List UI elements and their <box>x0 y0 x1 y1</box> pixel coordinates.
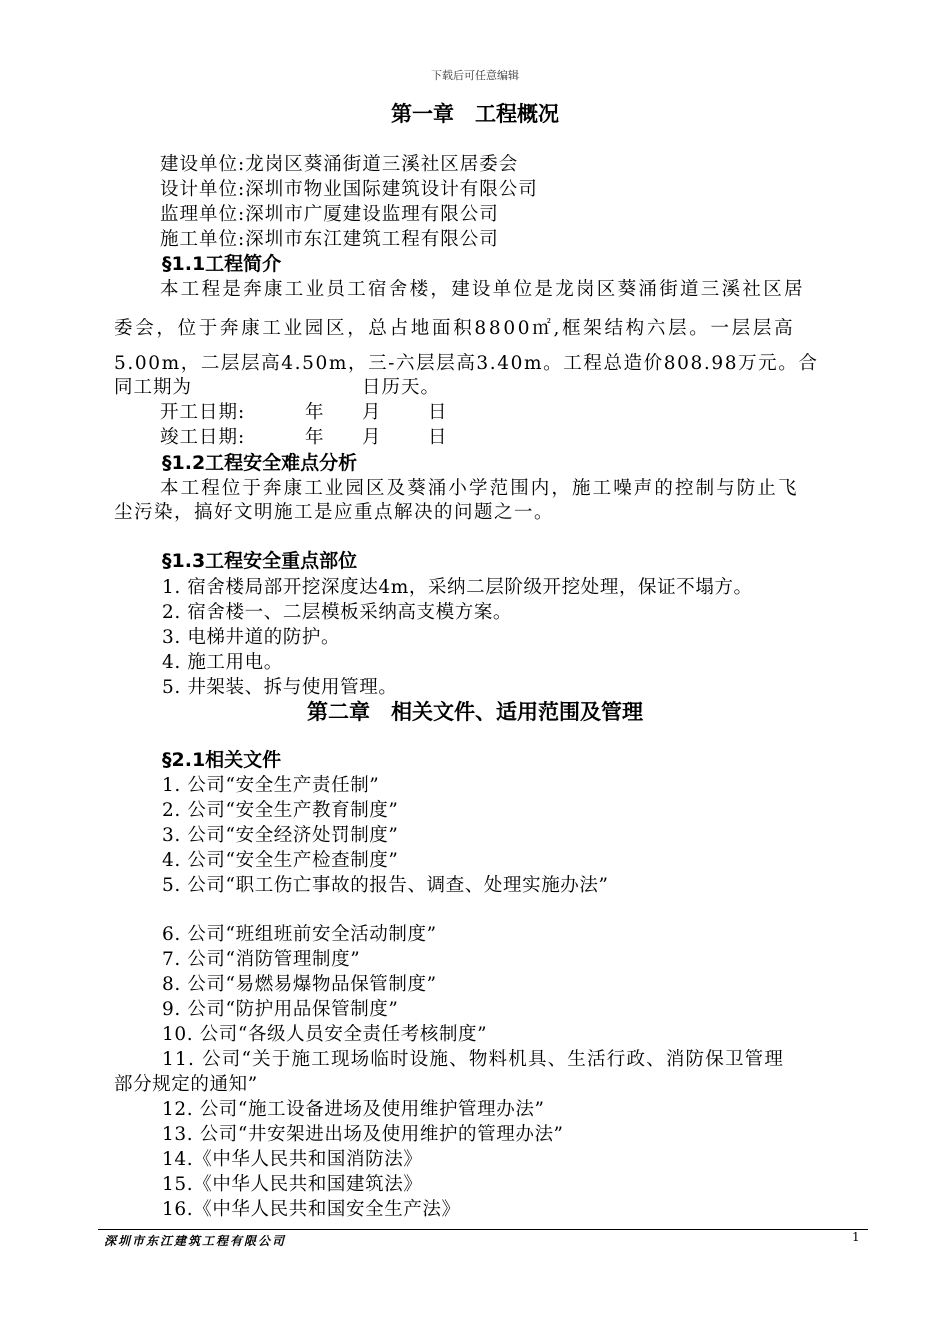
chapter-2-title: 第二章 相关文件、适用范围及管理 <box>307 700 643 724</box>
list-item: 8. 公司“易燃易爆物品保管制度” <box>162 974 437 995</box>
list-item: 14.《中华人民共和国消防法》 <box>162 1149 423 1170</box>
end-month: 月 <box>362 427 382 448</box>
list-item: 4. 公司“安全生产检查制度” <box>162 850 399 871</box>
start-day: 日 <box>428 402 448 423</box>
list-item: 3. 公司“安全经济处罚制度” <box>162 825 399 846</box>
list-item: 13. 公司“井安架进出场及使用维护的管理办法” <box>162 1124 564 1145</box>
contractor-unit: 施工单位:深圳市东江建筑工程有限公司 <box>160 229 499 250</box>
page-number: 1 <box>852 1230 860 1244</box>
s1-2-line-1: 本工程位于奔康工业园区及葵涌小学范围内，施工噪声的控制与防止飞 <box>160 478 799 499</box>
section-1-2-heading: §1.2工程安全难点分析 <box>162 452 358 474</box>
s1-1-line-1: 本工程是奔康工业员工宿舍楼，建设单位是龙岗区葵涌街道三溪社区居 <box>160 279 805 300</box>
section-1-1-heading: §1.1工程简介 <box>162 253 282 275</box>
end-date-label: 竣工日期: <box>160 427 246 448</box>
design-unit: 设计单位:深圳市物业国际建筑设计有限公司 <box>160 179 538 200</box>
s1-1-line-4b: 日历天。 <box>362 377 441 398</box>
start-month: 月 <box>362 402 382 423</box>
list-item: 15.《中华人民共和国建筑法》 <box>162 1174 423 1195</box>
list-item: 9. 公司“防护用品保管制度” <box>162 999 399 1020</box>
footer-company: 深圳市东江建筑工程有限公司 <box>104 1234 287 1248</box>
list-item: 1. 宿舍楼局部开挖深度达4m，采纳二层阶级开挖处理，保证不塌方。 <box>162 577 753 598</box>
end-year: 年 <box>305 427 325 448</box>
supervision-unit: 监理单位:深圳市广厦建设监理有限公司 <box>160 204 499 225</box>
list-item: 16.《中华人民共和国安全生产法》 <box>162 1199 461 1220</box>
chapter-1-title: 第一章 工程概况 <box>391 102 559 126</box>
footer-divider <box>98 1229 868 1230</box>
list-item: 2. 公司“安全生产教育制度” <box>162 800 399 821</box>
start-date-label: 开工日期: <box>160 402 246 423</box>
header-note: 下载后可任意编辑 <box>431 69 519 82</box>
list-item: 10. 公司“各级人员安全责任考核制度” <box>162 1024 488 1045</box>
list-item: 7. 公司“消防管理制度” <box>162 949 361 970</box>
list-item: 3. 电梯井道的防护。 <box>162 627 341 648</box>
s1-1-line-4a: 同工期为 <box>114 377 193 398</box>
start-year: 年 <box>305 402 325 423</box>
list-item: 11. 公司“关于施工现场临时设施、物料机具、生活行政、消防保卫管理 <box>162 1049 785 1070</box>
list-item: 1. 公司“安全生产责任制” <box>162 775 380 796</box>
section-1-3-heading: §1.3工程安全重点部位 <box>162 550 358 572</box>
list-item: 12. 公司“施工设备进场及使用维护管理办法” <box>162 1099 545 1120</box>
s1-1-line-2: 委会，位于奔康工业园区，总占地面积8800㎡,框架结构六层。一层层高 <box>114 318 796 339</box>
list-item: 5. 公司“职工伤亡事故的报告、调查、处理实施办法” <box>162 875 609 896</box>
s1-1-line-3: 5.00m，二层层高4.50m，三-六层层高3.40m。工程总造价808.98万元。合 <box>114 353 819 374</box>
list-item-continuation: 部分规定的通知” <box>114 1074 258 1095</box>
list-item: 4. 施工用电。 <box>162 652 283 673</box>
section-2-1-heading: §2.1相关文件 <box>162 749 282 771</box>
list-item: 5. 井架装、拆与使用管理。 <box>162 677 398 698</box>
list-item: 6. 公司“班组班前安全活动制度” <box>162 924 437 945</box>
end-day: 日 <box>428 427 448 448</box>
construction-unit: 建设单位:龙岗区葵涌街道三溪社区居委会 <box>160 154 519 175</box>
list-item: 2. 宿舍楼一、二层模板采纳高支模方案。 <box>162 602 513 623</box>
s1-2-line-2: 尘污染，搞好文明施工是应重点解决的问题之一。 <box>114 502 555 523</box>
